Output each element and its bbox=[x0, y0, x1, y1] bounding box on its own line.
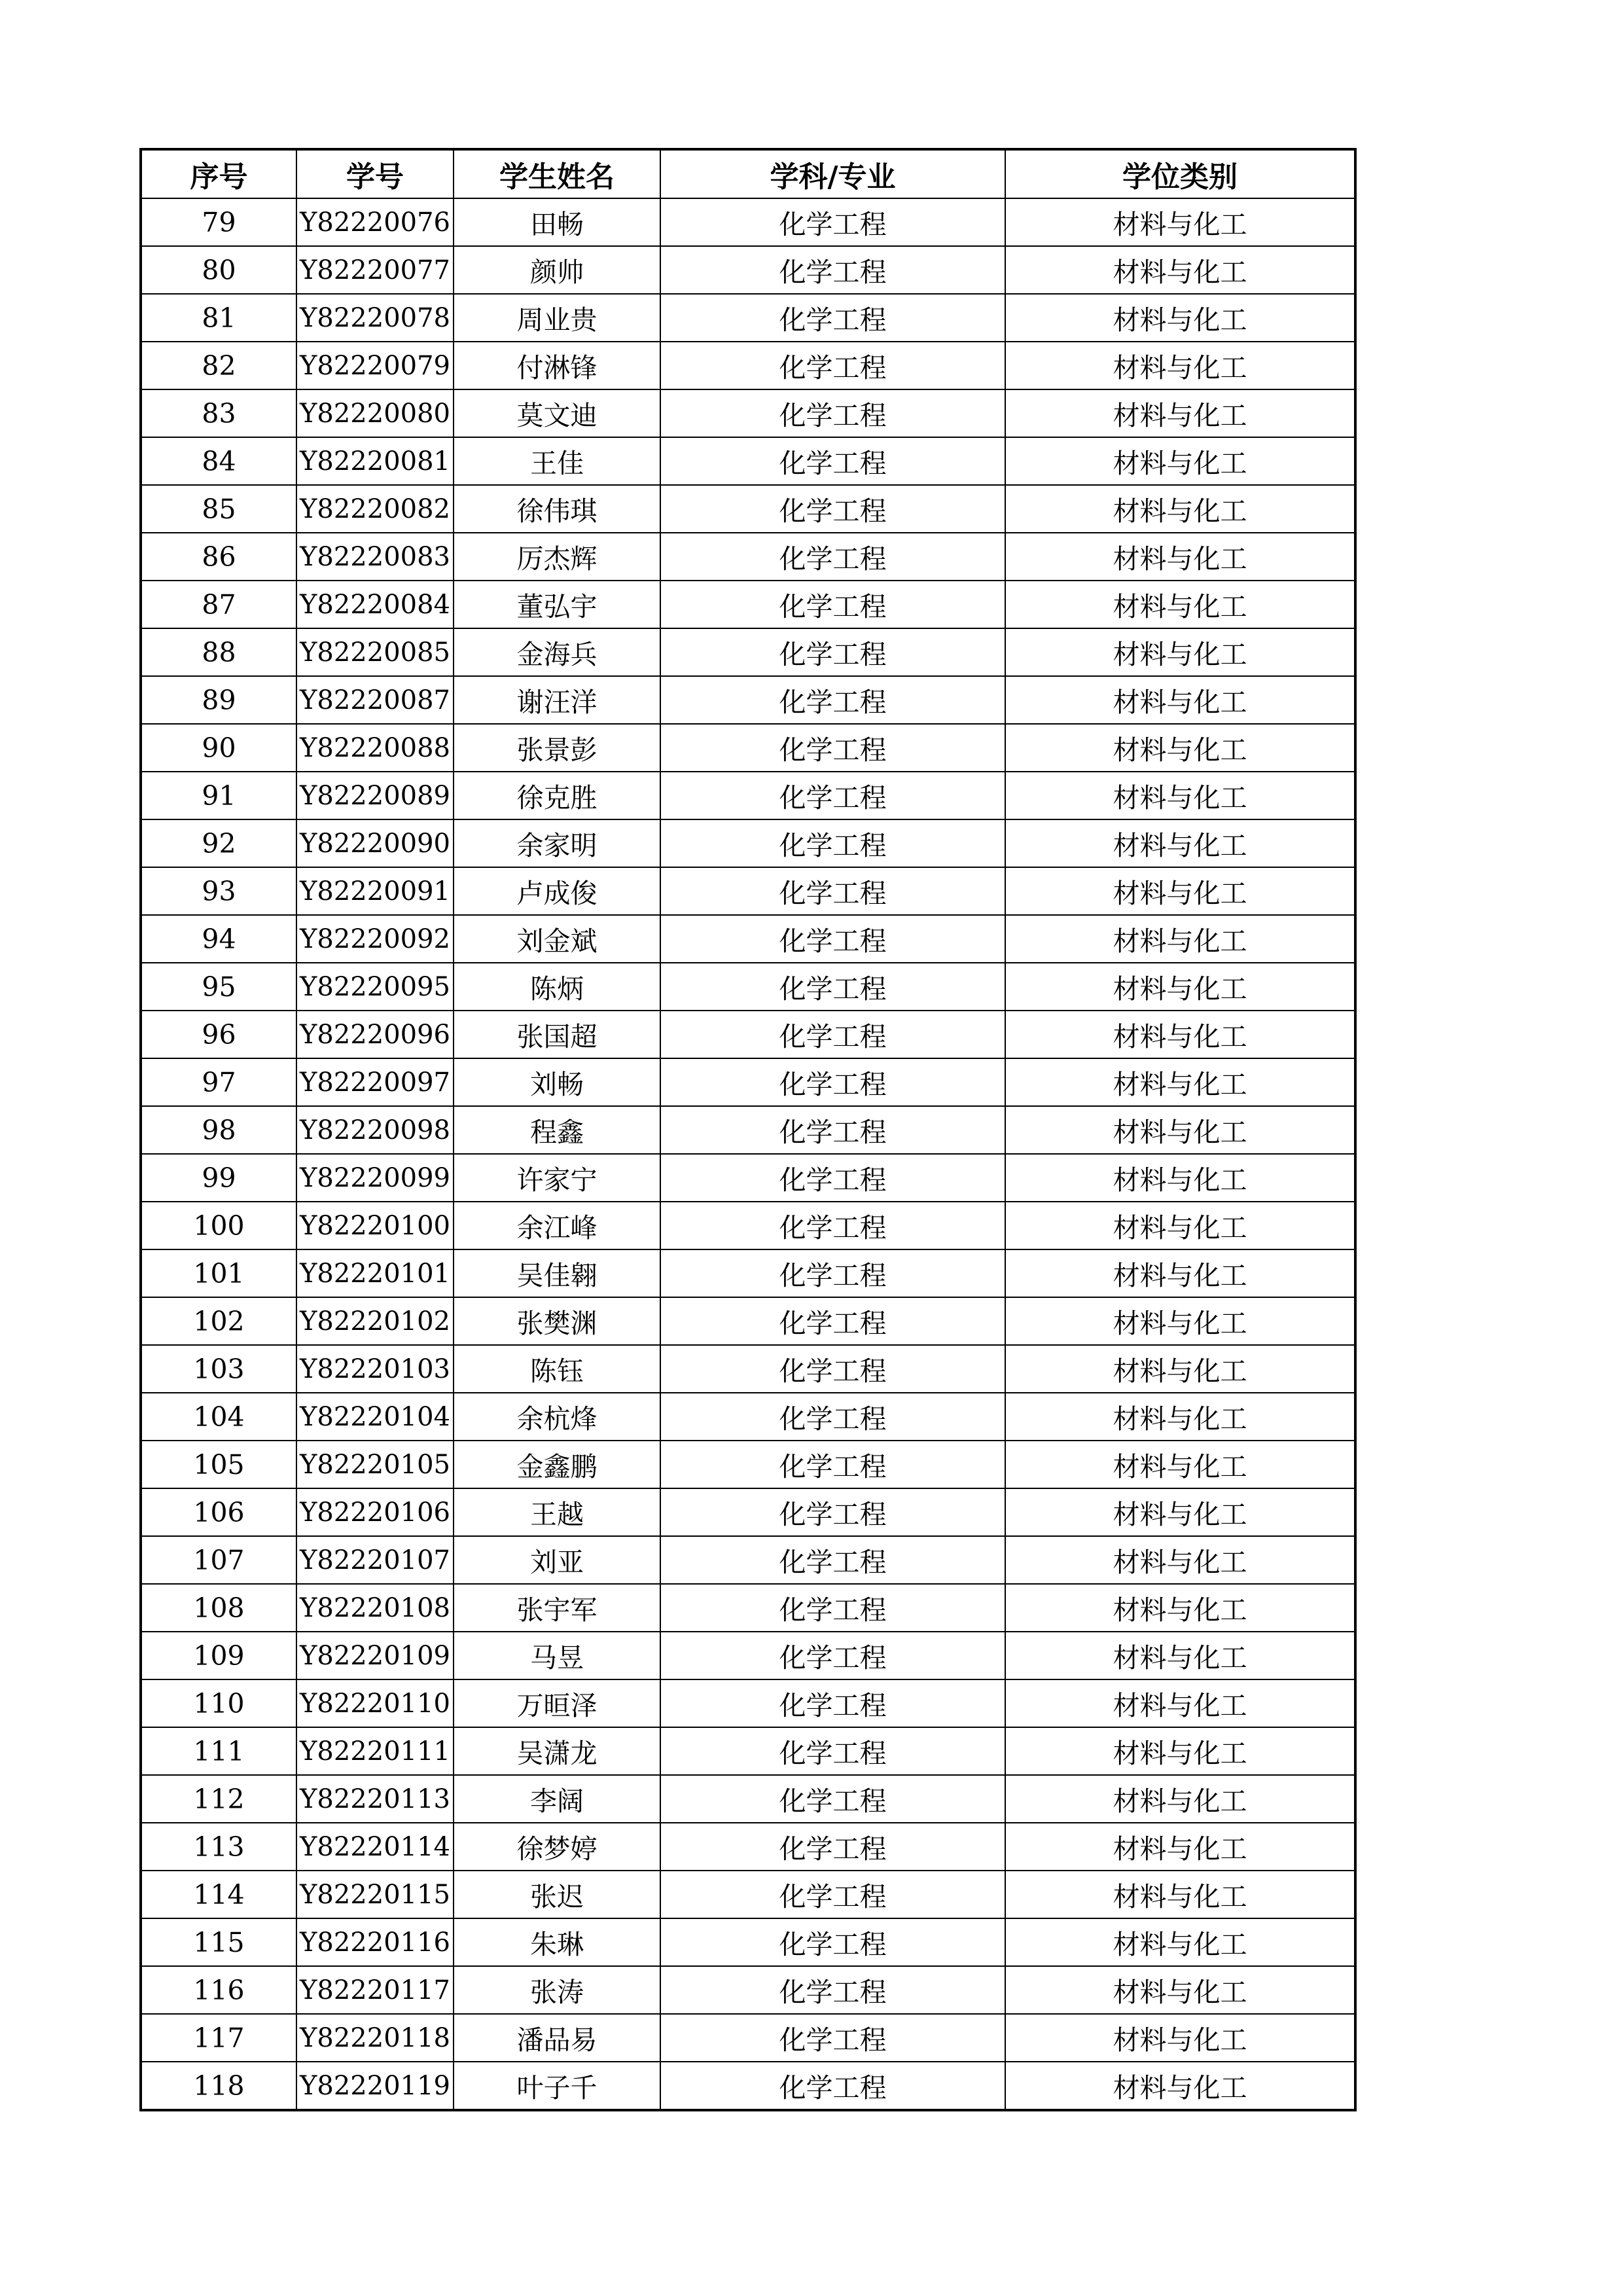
header-index: 序号 bbox=[141, 149, 296, 198]
cell-index: 103 bbox=[141, 1345, 296, 1393]
cell-degree-type: 材料与化工 bbox=[1005, 246, 1355, 294]
cell-student-id: Y82220077 bbox=[296, 246, 454, 294]
cell-degree-type: 材料与化工 bbox=[1005, 1345, 1355, 1393]
cell-degree-type: 材料与化工 bbox=[1005, 389, 1355, 437]
cell-index: 91 bbox=[141, 772, 296, 819]
cell-index: 117 bbox=[141, 2014, 296, 2062]
cell-student-name: 卢成俊 bbox=[454, 867, 660, 915]
cell-student-name: 余江峰 bbox=[454, 1202, 660, 1249]
cell-discipline: 化学工程 bbox=[660, 1441, 1005, 1488]
cell-student-name: 刘金斌 bbox=[454, 915, 660, 963]
cell-index: 107 bbox=[141, 1536, 296, 1584]
cell-student-id: Y82220108 bbox=[296, 1584, 454, 1632]
cell-index: 113 bbox=[141, 1823, 296, 1871]
cell-index: 90 bbox=[141, 724, 296, 772]
table-row bbox=[141, 1823, 1355, 1871]
cell-discipline: 化学工程 bbox=[660, 1632, 1005, 1679]
table-row bbox=[141, 867, 1355, 915]
table-row bbox=[141, 628, 1355, 676]
cell-student-id: Y82220100 bbox=[296, 1202, 454, 1249]
cell-student-id: Y82220101 bbox=[296, 1249, 454, 1297]
table-row bbox=[141, 1297, 1355, 1345]
cell-degree-type: 材料与化工 bbox=[1005, 581, 1355, 628]
cell-student-name: 余家明 bbox=[454, 819, 660, 867]
cell-discipline: 化学工程 bbox=[660, 294, 1005, 342]
cell-discipline: 化学工程 bbox=[660, 2062, 1005, 2110]
cell-degree-type: 材料与化工 bbox=[1005, 1536, 1355, 1584]
cell-discipline: 化学工程 bbox=[660, 1823, 1005, 1871]
cell-student-name: 徐伟琪 bbox=[454, 485, 660, 533]
cell-discipline: 化学工程 bbox=[660, 1727, 1005, 1775]
table-row bbox=[141, 485, 1355, 533]
cell-discipline: 化学工程 bbox=[660, 342, 1005, 389]
table-row bbox=[141, 294, 1355, 342]
cell-degree-type: 材料与化工 bbox=[1005, 1393, 1355, 1441]
cell-discipline: 化学工程 bbox=[660, 1536, 1005, 1584]
table-row bbox=[141, 819, 1355, 867]
table-row bbox=[141, 1011, 1355, 1058]
cell-student-id: Y82220080 bbox=[296, 389, 454, 437]
cell-discipline: 化学工程 bbox=[660, 1871, 1005, 1918]
table-row bbox=[141, 1679, 1355, 1727]
cell-index: 108 bbox=[141, 1584, 296, 1632]
cell-student-name: 周业贵 bbox=[454, 294, 660, 342]
cell-discipline: 化学工程 bbox=[660, 246, 1005, 294]
cell-discipline: 化学工程 bbox=[660, 581, 1005, 628]
table-row bbox=[141, 342, 1355, 389]
cell-index: 98 bbox=[141, 1106, 296, 1154]
cell-degree-type: 材料与化工 bbox=[1005, 2062, 1355, 2110]
cell-student-id: Y82220087 bbox=[296, 676, 454, 724]
cell-degree-type: 材料与化工 bbox=[1005, 1441, 1355, 1488]
table-row bbox=[141, 1727, 1355, 1775]
cell-student-id: Y82220084 bbox=[296, 581, 454, 628]
cell-student-name: 吴潇龙 bbox=[454, 1727, 660, 1775]
cell-index: 99 bbox=[141, 1154, 296, 1202]
cell-student-id: Y82220109 bbox=[296, 1632, 454, 1679]
cell-discipline: 化学工程 bbox=[660, 1584, 1005, 1632]
table-row bbox=[141, 246, 1355, 294]
cell-discipline: 化学工程 bbox=[660, 724, 1005, 772]
cell-discipline: 化学工程 bbox=[660, 963, 1005, 1011]
cell-index: 95 bbox=[141, 963, 296, 1011]
cell-student-name: 陈钰 bbox=[454, 1345, 660, 1393]
cell-student-name: 谢汪洋 bbox=[454, 676, 660, 724]
cell-student-name: 张宇军 bbox=[454, 1584, 660, 1632]
cell-student-name: 叶子千 bbox=[454, 2062, 660, 2110]
table-row bbox=[141, 2062, 1355, 2110]
cell-index: 100 bbox=[141, 1202, 296, 1249]
cell-index: 105 bbox=[141, 1441, 296, 1488]
cell-degree-type: 材料与化工 bbox=[1005, 1488, 1355, 1536]
cell-index: 88 bbox=[141, 628, 296, 676]
cell-degree-type: 材料与化工 bbox=[1005, 1202, 1355, 1249]
header-student-name: 学生姓名 bbox=[454, 149, 660, 198]
table-row bbox=[141, 963, 1355, 1011]
table-row bbox=[141, 1632, 1355, 1679]
cell-student-id: Y82220111 bbox=[296, 1727, 454, 1775]
cell-student-id: Y82220103 bbox=[296, 1345, 454, 1393]
cell-degree-type: 材料与化工 bbox=[1005, 1249, 1355, 1297]
cell-student-id: Y82220090 bbox=[296, 819, 454, 867]
cell-student-id: Y82220104 bbox=[296, 1393, 454, 1441]
cell-index: 106 bbox=[141, 1488, 296, 1536]
table-row bbox=[141, 2014, 1355, 2062]
table-row bbox=[141, 1058, 1355, 1106]
cell-degree-type: 材料与化工 bbox=[1005, 915, 1355, 963]
cell-student-name: 金海兵 bbox=[454, 628, 660, 676]
cell-discipline: 化学工程 bbox=[660, 485, 1005, 533]
cell-student-name: 张樊渊 bbox=[454, 1297, 660, 1345]
cell-student-name: 王佳 bbox=[454, 437, 660, 485]
cell-index: 111 bbox=[141, 1727, 296, 1775]
cell-discipline: 化学工程 bbox=[660, 389, 1005, 437]
table-row bbox=[141, 533, 1355, 581]
cell-index: 81 bbox=[141, 294, 296, 342]
cell-index: 101 bbox=[141, 1249, 296, 1297]
table-row bbox=[141, 1154, 1355, 1202]
cell-degree-type: 材料与化工 bbox=[1005, 1011, 1355, 1058]
table-row bbox=[141, 1202, 1355, 1249]
table-row bbox=[141, 1393, 1355, 1441]
cell-index: 96 bbox=[141, 1011, 296, 1058]
cell-student-name: 王越 bbox=[454, 1488, 660, 1536]
cell-student-id: Y82220091 bbox=[296, 867, 454, 915]
cell-discipline: 化学工程 bbox=[660, 1488, 1005, 1536]
cell-degree-type: 材料与化工 bbox=[1005, 676, 1355, 724]
table-row bbox=[141, 581, 1355, 628]
cell-student-id: Y82220106 bbox=[296, 1488, 454, 1536]
cell-index: 89 bbox=[141, 676, 296, 724]
cell-degree-type: 材料与化工 bbox=[1005, 1154, 1355, 1202]
cell-student-id: Y82220097 bbox=[296, 1058, 454, 1106]
cell-degree-type: 材料与化工 bbox=[1005, 1584, 1355, 1632]
cell-discipline: 化学工程 bbox=[660, 1775, 1005, 1823]
cell-student-id: Y82220118 bbox=[296, 2014, 454, 2062]
cell-degree-type: 材料与化工 bbox=[1005, 1058, 1355, 1106]
cell-discipline: 化学工程 bbox=[660, 676, 1005, 724]
cell-student-name: 张涛 bbox=[454, 1966, 660, 2014]
cell-index: 97 bbox=[141, 1058, 296, 1106]
cell-degree-type: 材料与化工 bbox=[1005, 1775, 1355, 1823]
student-roster-table bbox=[139, 148, 1357, 2111]
cell-index: 94 bbox=[141, 915, 296, 963]
cell-discipline: 化学工程 bbox=[660, 437, 1005, 485]
cell-degree-type: 材料与化工 bbox=[1005, 1966, 1355, 2014]
cell-discipline: 化学工程 bbox=[660, 1393, 1005, 1441]
cell-degree-type: 材料与化工 bbox=[1005, 1871, 1355, 1918]
cell-index: 87 bbox=[141, 581, 296, 628]
cell-student-name: 莫文迪 bbox=[454, 389, 660, 437]
cell-discipline: 化学工程 bbox=[660, 1966, 1005, 2014]
cell-student-name: 马昱 bbox=[454, 1632, 660, 1679]
table-row bbox=[141, 724, 1355, 772]
cell-student-id: Y82220099 bbox=[296, 1154, 454, 1202]
cell-index: 110 bbox=[141, 1679, 296, 1727]
table-row bbox=[141, 1249, 1355, 1297]
cell-student-name: 金鑫鹏 bbox=[454, 1441, 660, 1488]
cell-degree-type: 材料与化工 bbox=[1005, 198, 1355, 246]
cell-index: 118 bbox=[141, 2062, 296, 2110]
cell-index: 115 bbox=[141, 1918, 296, 1966]
cell-student-id: Y82220092 bbox=[296, 915, 454, 963]
cell-discipline: 化学工程 bbox=[660, 1011, 1005, 1058]
cell-discipline: 化学工程 bbox=[660, 1345, 1005, 1393]
cell-degree-type: 材料与化工 bbox=[1005, 724, 1355, 772]
cell-degree-type: 材料与化工 bbox=[1005, 294, 1355, 342]
cell-degree-type: 材料与化工 bbox=[1005, 628, 1355, 676]
cell-discipline: 化学工程 bbox=[660, 198, 1005, 246]
cell-student-name: 厉杰辉 bbox=[454, 533, 660, 581]
cell-student-id: Y82220115 bbox=[296, 1871, 454, 1918]
table-row bbox=[141, 1345, 1355, 1393]
cell-student-id: Y82220079 bbox=[296, 342, 454, 389]
cell-student-name: 董弘宇 bbox=[454, 581, 660, 628]
cell-student-id: Y82220110 bbox=[296, 1679, 454, 1727]
cell-discipline: 化学工程 bbox=[660, 2014, 1005, 2062]
cell-student-id: Y82220105 bbox=[296, 1441, 454, 1488]
cell-degree-type: 材料与化工 bbox=[1005, 1918, 1355, 1966]
cell-degree-type: 材料与化工 bbox=[1005, 342, 1355, 389]
cell-degree-type: 材料与化工 bbox=[1005, 819, 1355, 867]
cell-student-name: 程鑫 bbox=[454, 1106, 660, 1154]
cell-index: 79 bbox=[141, 198, 296, 246]
cell-index: 116 bbox=[141, 1966, 296, 2014]
table-row bbox=[141, 1441, 1355, 1488]
table-row bbox=[141, 1966, 1355, 2014]
cell-student-name: 颜帅 bbox=[454, 246, 660, 294]
table-row bbox=[141, 1536, 1355, 1584]
cell-degree-type: 材料与化工 bbox=[1005, 963, 1355, 1011]
table-row bbox=[141, 389, 1355, 437]
cell-degree-type: 材料与化工 bbox=[1005, 867, 1355, 915]
cell-discipline: 化学工程 bbox=[660, 1154, 1005, 1202]
table-row bbox=[141, 676, 1355, 724]
cell-discipline: 化学工程 bbox=[660, 533, 1005, 581]
cell-index: 86 bbox=[141, 533, 296, 581]
cell-degree-type: 材料与化工 bbox=[1005, 772, 1355, 819]
cell-degree-type: 材料与化工 bbox=[1005, 1106, 1355, 1154]
cell-discipline: 化学工程 bbox=[660, 915, 1005, 963]
cell-student-id: Y82220089 bbox=[296, 772, 454, 819]
cell-student-name: 张景彭 bbox=[454, 724, 660, 772]
cell-degree-type: 材料与化工 bbox=[1005, 437, 1355, 485]
cell-student-id: Y82220088 bbox=[296, 724, 454, 772]
cell-degree-type: 材料与化工 bbox=[1005, 1727, 1355, 1775]
header-student-id: 学号 bbox=[296, 149, 454, 198]
cell-discipline: 化学工程 bbox=[660, 772, 1005, 819]
cell-degree-type: 材料与化工 bbox=[1005, 1679, 1355, 1727]
cell-student-name: 陈炳 bbox=[454, 963, 660, 1011]
cell-student-id: Y82220116 bbox=[296, 1918, 454, 1966]
cell-student-name: 吴佳翱 bbox=[454, 1249, 660, 1297]
cell-index: 102 bbox=[141, 1297, 296, 1345]
header-degree-type: 学位类别 bbox=[1005, 149, 1355, 198]
table-row bbox=[141, 915, 1355, 963]
cell-student-name: 余杭烽 bbox=[454, 1393, 660, 1441]
cell-index: 84 bbox=[141, 437, 296, 485]
cell-discipline: 化学工程 bbox=[660, 1679, 1005, 1727]
cell-student-name: 张国超 bbox=[454, 1011, 660, 1058]
cell-index: 114 bbox=[141, 1871, 296, 1918]
cell-student-name: 刘亚 bbox=[454, 1536, 660, 1584]
table-row bbox=[141, 1775, 1355, 1823]
cell-student-id: Y82220078 bbox=[296, 294, 454, 342]
cell-index: 112 bbox=[141, 1775, 296, 1823]
cell-student-id: Y82220102 bbox=[296, 1297, 454, 1345]
cell-student-name: 万晅泽 bbox=[454, 1679, 660, 1727]
cell-index: 82 bbox=[141, 342, 296, 389]
cell-student-id: Y82220081 bbox=[296, 437, 454, 485]
cell-degree-type: 材料与化工 bbox=[1005, 1823, 1355, 1871]
cell-student-id: Y82220117 bbox=[296, 1966, 454, 2014]
cell-student-id: Y82220083 bbox=[296, 533, 454, 581]
cell-student-name: 潘品易 bbox=[454, 2014, 660, 2062]
table-row bbox=[141, 1106, 1355, 1154]
cell-student-name: 田畅 bbox=[454, 198, 660, 246]
cell-degree-type: 材料与化工 bbox=[1005, 1297, 1355, 1345]
cell-student-name: 徐克胜 bbox=[454, 772, 660, 819]
cell-student-name: 刘畅 bbox=[454, 1058, 660, 1106]
cell-discipline: 化学工程 bbox=[660, 628, 1005, 676]
cell-student-name: 张迟 bbox=[454, 1871, 660, 1918]
cell-student-id: Y82220095 bbox=[296, 963, 454, 1011]
table-row bbox=[141, 772, 1355, 819]
cell-index: 85 bbox=[141, 485, 296, 533]
table-row bbox=[141, 1918, 1355, 1966]
table-row bbox=[141, 1871, 1355, 1918]
cell-index: 93 bbox=[141, 867, 296, 915]
cell-index: 83 bbox=[141, 389, 296, 437]
cell-degree-type: 材料与化工 bbox=[1005, 485, 1355, 533]
cell-index: 80 bbox=[141, 246, 296, 294]
cell-degree-type: 材料与化工 bbox=[1005, 2014, 1355, 2062]
header-row bbox=[141, 149, 1355, 198]
cell-student-id: Y82220114 bbox=[296, 1823, 454, 1871]
table-row bbox=[141, 1488, 1355, 1536]
cell-student-name: 许家宁 bbox=[454, 1154, 660, 1202]
cell-student-id: Y82220098 bbox=[296, 1106, 454, 1154]
cell-student-name: 徐梦婷 bbox=[454, 1823, 660, 1871]
cell-discipline: 化学工程 bbox=[660, 1249, 1005, 1297]
table-body bbox=[141, 198, 1355, 2110]
cell-discipline: 化学工程 bbox=[660, 1297, 1005, 1345]
cell-student-name: 李阔 bbox=[454, 1775, 660, 1823]
cell-student-id: Y82220113 bbox=[296, 1775, 454, 1823]
cell-discipline: 化学工程 bbox=[660, 1918, 1005, 1966]
cell-student-name: 付淋锋 bbox=[454, 342, 660, 389]
cell-student-id: Y82220096 bbox=[296, 1011, 454, 1058]
cell-student-name: 朱琳 bbox=[454, 1918, 660, 1966]
table-row bbox=[141, 437, 1355, 485]
cell-degree-type: 材料与化工 bbox=[1005, 1632, 1355, 1679]
table-row bbox=[141, 198, 1355, 246]
header-discipline: 学科/专业 bbox=[660, 149, 1005, 198]
cell-student-id: Y82220085 bbox=[296, 628, 454, 676]
cell-discipline: 化学工程 bbox=[660, 1202, 1005, 1249]
cell-student-id: Y82220107 bbox=[296, 1536, 454, 1584]
cell-discipline: 化学工程 bbox=[660, 819, 1005, 867]
cell-index: 104 bbox=[141, 1393, 296, 1441]
table-row bbox=[141, 1584, 1355, 1632]
cell-discipline: 化学工程 bbox=[660, 1058, 1005, 1106]
cell-student-id: Y82220119 bbox=[296, 2062, 454, 2110]
cell-discipline: 化学工程 bbox=[660, 1106, 1005, 1154]
cell-discipline: 化学工程 bbox=[660, 867, 1005, 915]
cell-student-id: Y82220082 bbox=[296, 485, 454, 533]
cell-student-id: Y82220076 bbox=[296, 198, 454, 246]
cell-index: 92 bbox=[141, 819, 296, 867]
cell-degree-type: 材料与化工 bbox=[1005, 533, 1355, 581]
cell-index: 109 bbox=[141, 1632, 296, 1679]
